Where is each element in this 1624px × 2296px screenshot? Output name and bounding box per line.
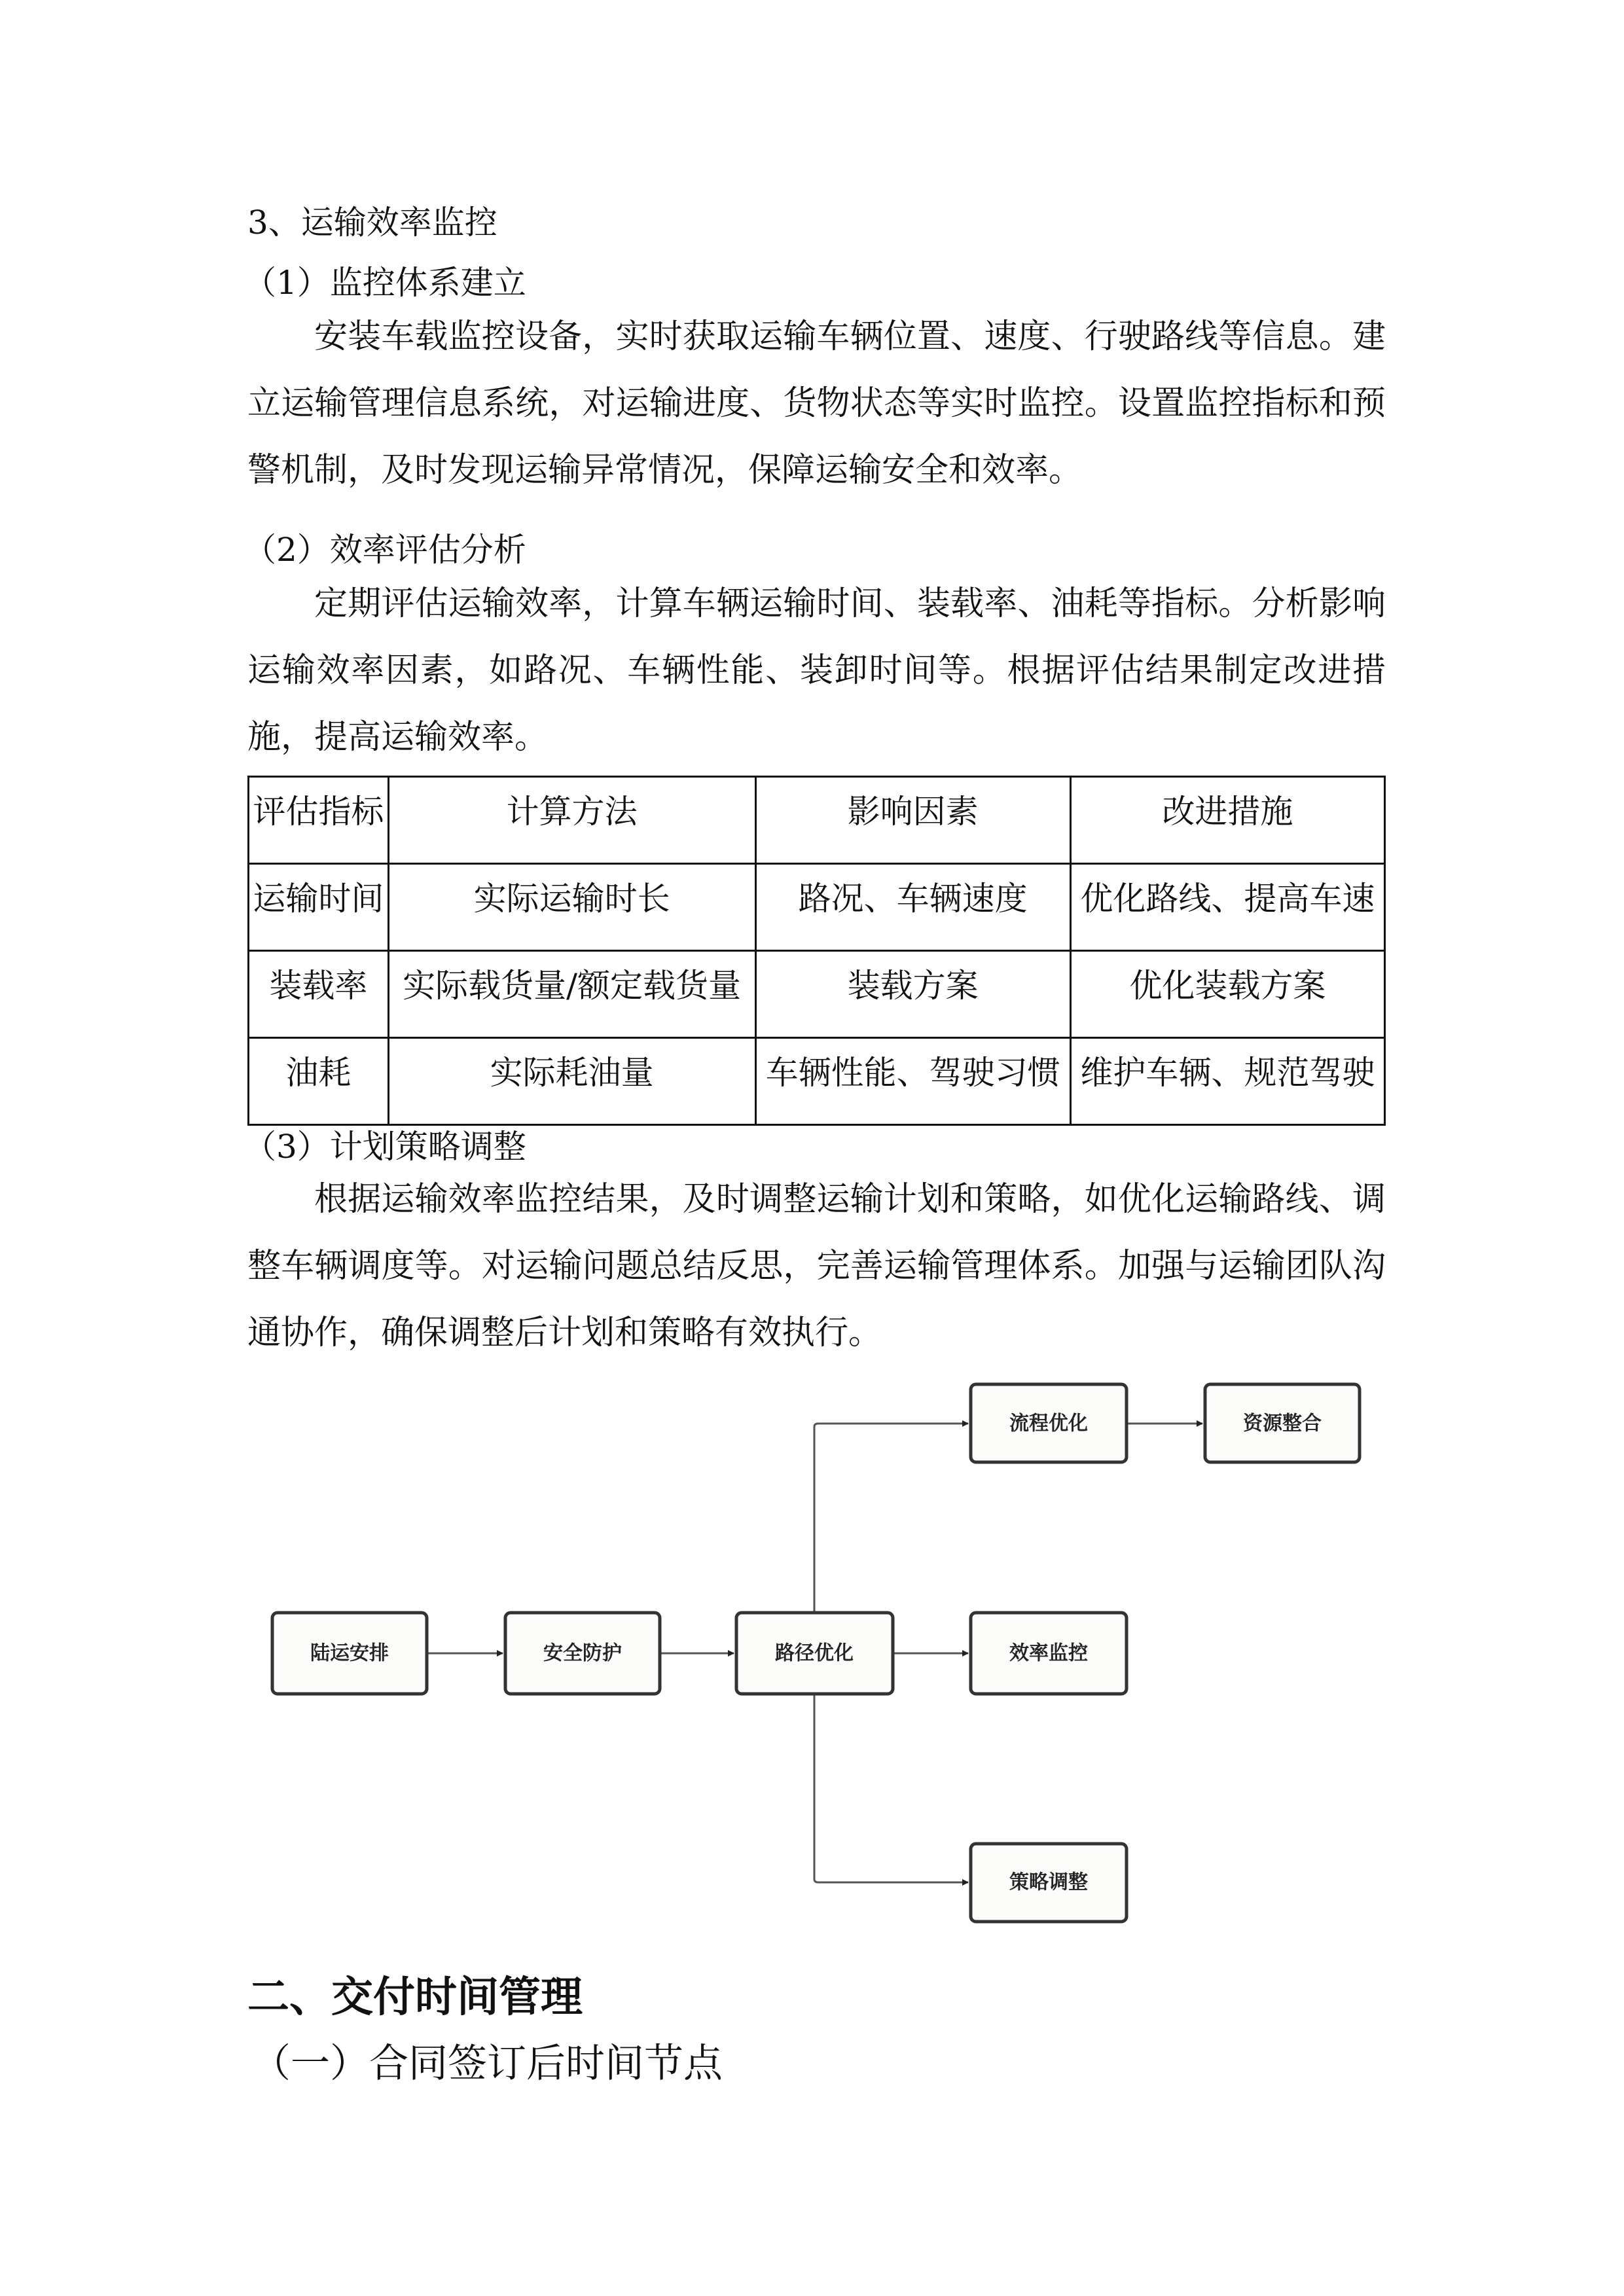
table-cell: 优化装载方案 bbox=[1070, 951, 1384, 1038]
node-label: 流程优化 bbox=[1009, 1412, 1088, 1435]
table-cell: 装载率 bbox=[249, 951, 389, 1038]
node-label: 资源整合 bbox=[1243, 1412, 1322, 1435]
section-title: 3、运输效率监控 bbox=[247, 204, 497, 242]
table-cell: 路况、车辆速度 bbox=[755, 864, 1070, 951]
flow-arrow bbox=[814, 1424, 968, 1613]
node-label: 陆运安排 bbox=[310, 1641, 389, 1665]
table-cell: 优化路线、提高车速 bbox=[1070, 864, 1384, 951]
flow-arrow bbox=[814, 1694, 968, 1882]
paragraph-1: 安装车载监控设备，实时获取运输车辆位置、速度、行驶路线等信息。建立运输管理信息系统，对运输进度、货物状态等实时监控。设置监控指标和预警机制，及时发现运输异常情况，保障运输安全和效率。 bbox=[247, 317, 1386, 490]
paragraph-3: 根据运输效率监控结果，及时调整运输计划和策略，如优化运输路线、调整车辆调度等。对运输问题总结反思，完善运输管理体系。加强与运输团队沟通协作，确保调整后计划和策略有效执行。 bbox=[247, 1180, 1386, 1352]
node-label: 路径优化 bbox=[775, 1641, 854, 1665]
table-cell: 车辆性能、驾驶习惯 bbox=[755, 1038, 1070, 1125]
table-header: 计算方法 bbox=[388, 777, 755, 864]
table-header: 改进措施 bbox=[1070, 777, 1384, 864]
node-label: 策略调整 bbox=[1009, 1871, 1088, 1894]
table-cell: 维护车辆、规范驾驶 bbox=[1070, 1038, 1384, 1125]
table-cell: 实际运输时长 bbox=[388, 864, 755, 951]
table-cell: 装载方案 bbox=[755, 951, 1070, 1038]
paragraph-2: 定期评估运输效率，计算车辆运输时间、装载率、油耗等指标。分析影响运输效率因素，如路况、车辆性能、装卸时间等。根据评估结果制定改进措施，提高运输效率。 bbox=[247, 584, 1386, 757]
table-cell: 运输时间 bbox=[249, 864, 389, 951]
table-header: 影响因素 bbox=[755, 777, 1070, 864]
table-cell: 实际耗油量 bbox=[388, 1038, 755, 1125]
chapter-title: 二、交付时间管理 bbox=[247, 1973, 583, 2022]
node-label: 安全防护 bbox=[543, 1641, 622, 1665]
subsection-title-2: （2）效率评估分析 bbox=[244, 531, 526, 569]
table-header: 评估指标 bbox=[249, 777, 389, 864]
table-cell: 实际载货量/额定载货量 bbox=[388, 951, 755, 1038]
subsection-title-3: （3）计划策略调整 bbox=[244, 1128, 526, 1166]
subsection-title-1: （1）监控体系建立 bbox=[244, 264, 526, 302]
chapter-subtitle: （一）合同签订后时间节点 bbox=[251, 2041, 723, 2087]
node-label: 效率监控 bbox=[1009, 1641, 1088, 1665]
table-cell: 油耗 bbox=[249, 1038, 389, 1125]
